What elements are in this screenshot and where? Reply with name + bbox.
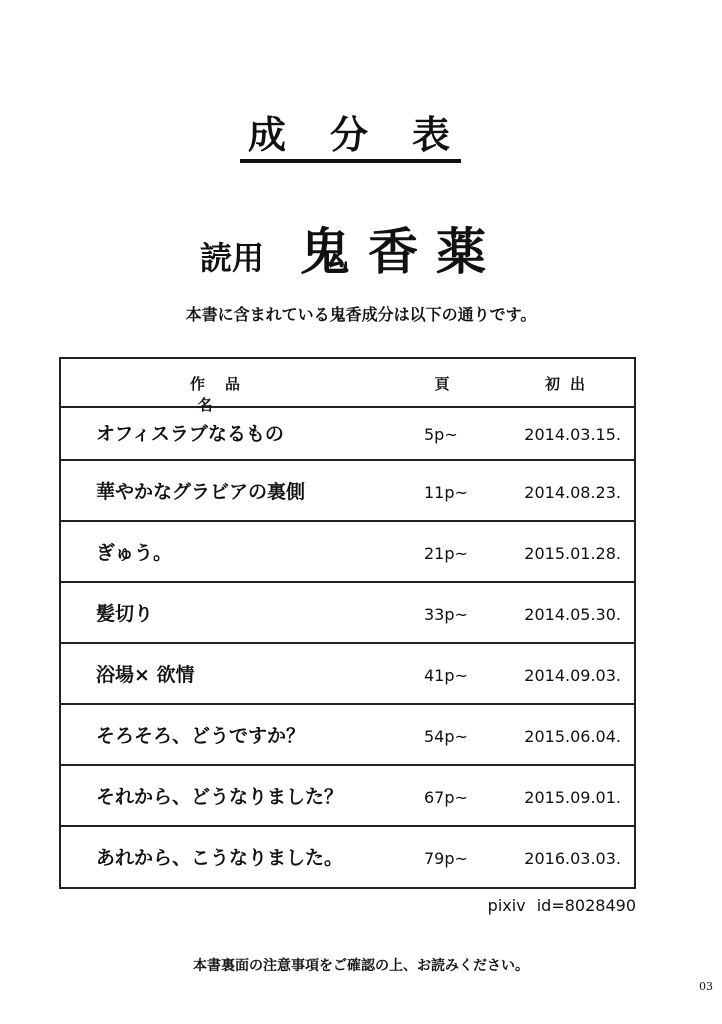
- table-header: [61, 359, 634, 414]
- row-date: 2014.09.03.: [524, 666, 621, 685]
- row-title: オフィスラブなるもの: [96, 423, 284, 445]
- table-row: [61, 408, 634, 461]
- row-title: 華やかなグラビアの裏側: [96, 481, 306, 503]
- header-page: 頁: [434, 375, 450, 393]
- header-title: 作品名: [189, 375, 260, 414]
- table-row: [61, 644, 634, 705]
- row-title: あれから、こうなりました。: [96, 847, 344, 869]
- subtitle-prefix: 読用: [200, 239, 265, 277]
- row-date: 2016.03.03.: [524, 849, 621, 868]
- header-first-published: 初出: [544, 375, 595, 393]
- page-number: 03: [699, 980, 713, 993]
- table-row: [61, 522, 634, 583]
- row-title: ぎゅう。: [96, 542, 173, 564]
- row-date: 2014.03.15.: [524, 425, 621, 444]
- row-page: 21p~: [424, 544, 468, 563]
- title-underline: [240, 159, 461, 163]
- row-page: 11p~: [424, 483, 468, 502]
- row-date: 2015.01.28.: [524, 544, 621, 563]
- table-row: [61, 827, 634, 887]
- table-row: [61, 705, 634, 766]
- page-title: 成分表: [247, 113, 494, 157]
- table-row: [61, 766, 634, 827]
- table-row: [61, 583, 634, 644]
- notice-text: 本書裏面の注意事項をご確認の上、お読みください。: [193, 958, 529, 974]
- table-of-contents: [59, 357, 636, 889]
- row-date: 2014.08.23.: [524, 483, 621, 502]
- row-title: そろそろ、どうですか？: [96, 725, 306, 747]
- row-date: 2014.05.30.: [524, 605, 621, 624]
- row-date: 2015.06.04.: [524, 727, 621, 746]
- subtitle-name: 鬼香薬: [300, 223, 504, 281]
- row-page: 54p~: [424, 727, 468, 746]
- row-title: 浴場× 欲情: [96, 664, 195, 686]
- row-page: 33p~: [424, 605, 468, 624]
- row-page: 41p~: [424, 666, 468, 685]
- pixiv-id: pixiv id=8028490: [487, 896, 636, 915]
- row-page: 5p~: [424, 425, 458, 444]
- intro-text: 本書に含まれている鬼香成分は以下の通りです。: [185, 305, 537, 324]
- row-page: 67p~: [424, 788, 468, 807]
- row-page: 79p~: [424, 849, 468, 868]
- row-date: 2015.09.01.: [524, 788, 621, 807]
- row-title: それから、どうなりました？: [96, 786, 344, 808]
- table-row: [61, 461, 634, 522]
- row-title: 髪切り: [96, 603, 154, 625]
